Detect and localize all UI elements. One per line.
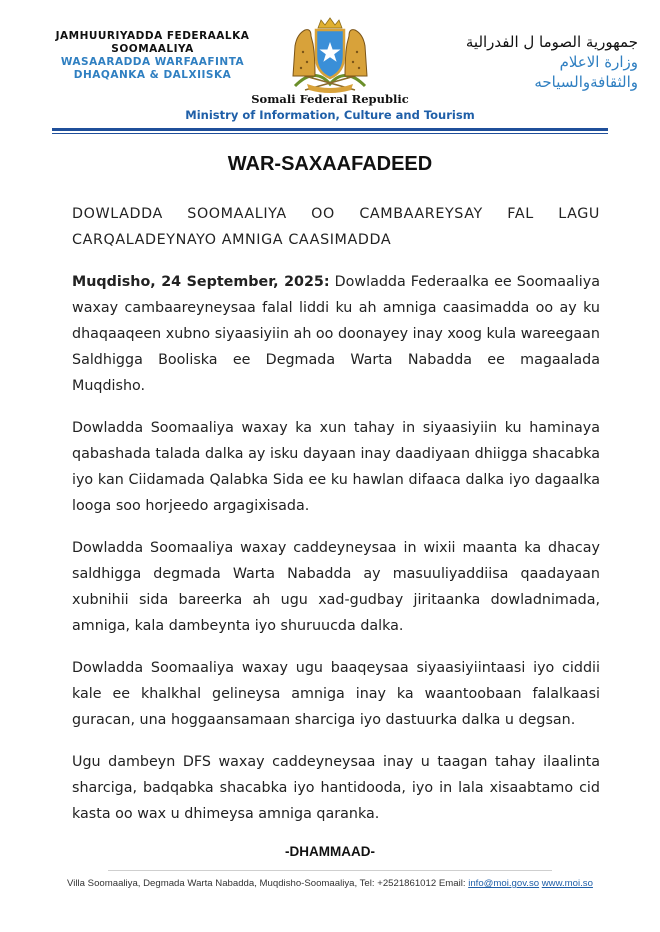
footer-address: Villa Soomaaliya, Degmada Warta Nabadda, Muqdisho-Soomaaliya, Tel: +2521861012 Email: [67, 878, 469, 889]
email-link[interactable]: info@moi.gov.so [468, 878, 540, 889]
paragraph: Dowladda Soomaaliya waxay ugu baaqeysaa siyaasiyiintaasi iyo ciddii kale ee khalkhal gelineysa amniga inay ka waantoobaan falalkaasi guracan, una hoggaansamaan sharciga iyo dastuurka dalka u degsan. [72, 660, 600, 728]
paragraph: Dowladda Soomaaliya waxay ka xun tahay in siyaasiyiin ku haminaya qabashada talada dalka ay isku dayaan inay daadiyaan dhiigga shacabka iyo kan Ciidamada Qalabka Sida ee ku hawlan difaaca dalka iyo dagaalka looga soo horjeedo argagixisada. [72, 420, 600, 514]
ministry-name-arabic-line1: وزارة الاعلام [559, 53, 638, 71]
paragraph: Dowladda Soomaaliya waxay caddeyneysaa in wixii maanta ka dhacay saldhigga degmada Warta Nabadda ay masuuliyaddiisa qaadayaan xubnihii sida bareerka ah ugu xad-gudbay jiritaanka dowladnimada, amniga, kala dambeynta iyo shuruucda dalka. [72, 540, 600, 634]
header-divider-thick [52, 128, 608, 131]
header-divider-thin [52, 133, 608, 134]
letterhead [0, 0, 660, 135]
republic-name-somali-line2: SOOMAALIYA [111, 43, 194, 55]
ministry-name-arabic-line2: والثقافةوالسياحه [534, 73, 638, 91]
republic-name-english: Somali Federal Republic [251, 92, 409, 106]
dateline: Muqdisho, 24 September, 2025: [72, 274, 330, 290]
ministry-name-english: Ministry of Information, Culture and Tourism [185, 108, 475, 122]
letterhead-arabic-text [438, 32, 638, 92]
end-marker: -DHAMMAAD- [285, 844, 375, 859]
ministry-name-somali-line2: DHAQANKA & DALXIISKA [73, 69, 232, 81]
paragraph [72, 269, 600, 399]
republic-name-arabic: جمهورية الصوما ل الفدرالية [465, 33, 638, 51]
letterhead-english-text [150, 92, 510, 123]
paragraph: Ugu dambeyn DFS waxay caddeyneysaa inay u taagan tahay ilaalinta sharciga, badqabka shacabka iyo hantidooda, iyo in lala xisaabtamo cid kasta oo wax u dhimeysa amniga qaranka. [72, 754, 600, 822]
footer-contact [0, 878, 660, 889]
letterhead-somali-text [50, 30, 255, 82]
ministry-name-somali-line1: WASAARADDA WARFAAFINTA [60, 56, 245, 68]
headline: DOWLADDA SOOMAALIYA OO CAMBAAREYSAY FAL LAGU CARQALADEYNAYO AMNIGA CAASIMADDA [72, 206, 600, 248]
document-title: WAR-SAXAAFADEED [227, 153, 433, 175]
press-release-body [72, 201, 600, 843]
republic-name-somali-line1: JAMHUURIYADDA FEDERAALKA [55, 30, 250, 42]
coat-of-arms-icon [285, 16, 375, 94]
footer-divider [108, 870, 552, 871]
paragraph-text: Dowladda Federaalka ee Soomaaliya waxay cambaareyneysaa falal liddi ku ah amniga caasimadda oo ay ku dhaqaaqeen xubno siyaasiyiin ah oo doonayey inay xoog kula wareegaan Saldhigga Booliska ee Degmada Warta Nabadda ee magaalada Muqdisho. [72, 274, 600, 394]
website-link[interactable]: www.moi.so [541, 878, 593, 889]
